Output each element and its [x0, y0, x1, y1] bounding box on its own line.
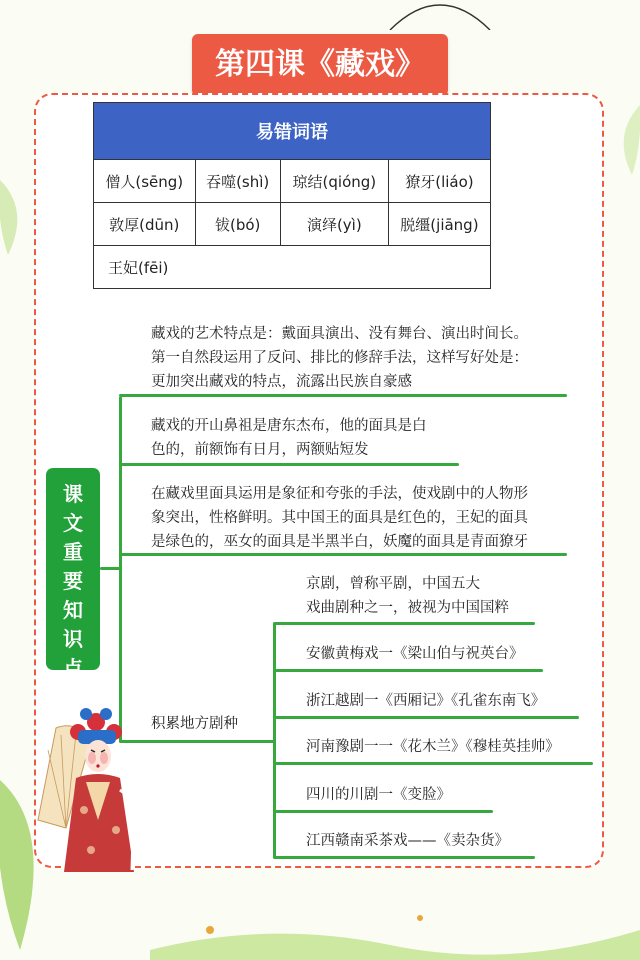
side-label-char: 点 — [63, 656, 83, 680]
vocab-cell: 敦厚(dūn) — [94, 203, 196, 246]
opera-item: 四川的川剧一《变脸》 — [306, 787, 451, 803]
table-row — [94, 160, 491, 203]
opera-underline — [273, 762, 593, 765]
mindmap-underline — [119, 740, 275, 743]
local-opera-label: 积累地方剧种 — [151, 716, 238, 732]
opera-item: 浙江越剧一《西厢记》《孔雀东南飞》 — [306, 693, 546, 709]
table-row — [94, 203, 491, 246]
leaf-decoration-right — [612, 105, 640, 175]
page-title: 第四课《藏戏》 — [192, 34, 448, 96]
knowledge-item — [151, 322, 528, 394]
vocab-cell: 琼结(qióng) — [280, 160, 388, 203]
side-label-char: 要 — [63, 569, 83, 593]
side-label-char: 文 — [63, 511, 83, 535]
knowledge-line: 藏戏的开山鼻祖是唐东杰布，他的面具是白 — [151, 418, 427, 434]
vocab-cell: 僧人(sēng) — [94, 160, 196, 203]
opera-underline — [273, 810, 493, 813]
mindmap-connector — [100, 567, 121, 570]
knowledge-line: 在藏戏里面具运用是象征和夸张的手法，使戏剧中的人物形 — [151, 486, 528, 502]
vocab-cell: 钹(bó) — [195, 203, 280, 246]
table-row — [94, 246, 491, 289]
side-label-char: 知 — [63, 598, 83, 622]
opera-line: 京剧，曾称平剧，中国五大 — [306, 576, 480, 592]
leaf-decoration-bottom — [150, 900, 640, 960]
opera-line: 戏曲剧种之一，被视为中国国粹 — [306, 600, 509, 616]
vocab-cell: 脱缰(jiāng) — [388, 203, 490, 246]
vocab-cell: 王妃(fēi) — [94, 246, 491, 289]
opera-item: 江西赣南采茶戏——《卖杂货》 — [306, 833, 509, 849]
knowledge-line: 色的，前额饰有日月，两额贴短发 — [151, 442, 369, 458]
side-label-char: 识 — [63, 627, 83, 651]
mindmap-underline — [119, 394, 567, 397]
knowledge-line: 是绿色的，巫女的面具是半黑半白，妖魔的面具是青面獠牙 — [151, 534, 528, 550]
knowledge-line: 藏戏的艺术特点是：戴面具演出、没有舞台、演出时间长。 — [151, 326, 528, 342]
opera-underline — [273, 856, 535, 859]
circle-decoration-top — [385, 0, 495, 30]
vocab-table-header: 易错词语 — [94, 103, 491, 160]
opera-underline — [273, 716, 579, 719]
opera-performer-illustration — [36, 700, 136, 872]
side-label-char: 重 — [63, 540, 83, 564]
opera-branch — [273, 624, 276, 858]
vocab-cell: 獠牙(liáo) — [388, 160, 490, 203]
opera-item: 安徽黄梅戏一《梁山伯与祝英台》 — [306, 646, 524, 662]
vocab-table — [93, 102, 491, 289]
side-label-char: 课 — [63, 482, 83, 506]
key-knowledge-label — [46, 468, 100, 680]
knowledge-item — [151, 482, 528, 554]
opera-underline — [273, 669, 543, 672]
opera-item: 河南豫剧一一《花木兰》《穆桂英挂帅》 — [306, 739, 560, 755]
vocab-cell: 吞噬(shì) — [195, 160, 280, 203]
mindmap-underline — [119, 463, 459, 466]
opera-underline — [273, 622, 535, 625]
knowledge-line: 象突出，性格鲜明。其中国王的面具是红色的，王妃的面具 — [151, 510, 528, 526]
knowledge-line: 第一自然段运用了反问、排比的修辞手法，这样写好处是： — [151, 350, 528, 366]
opera-item — [306, 572, 509, 620]
knowledge-item — [151, 414, 427, 462]
knowledge-line: 更加突出藏戏的特点，流露出民族自豪感 — [151, 374, 412, 390]
vocab-cell: 演绎(yì) — [280, 203, 388, 246]
